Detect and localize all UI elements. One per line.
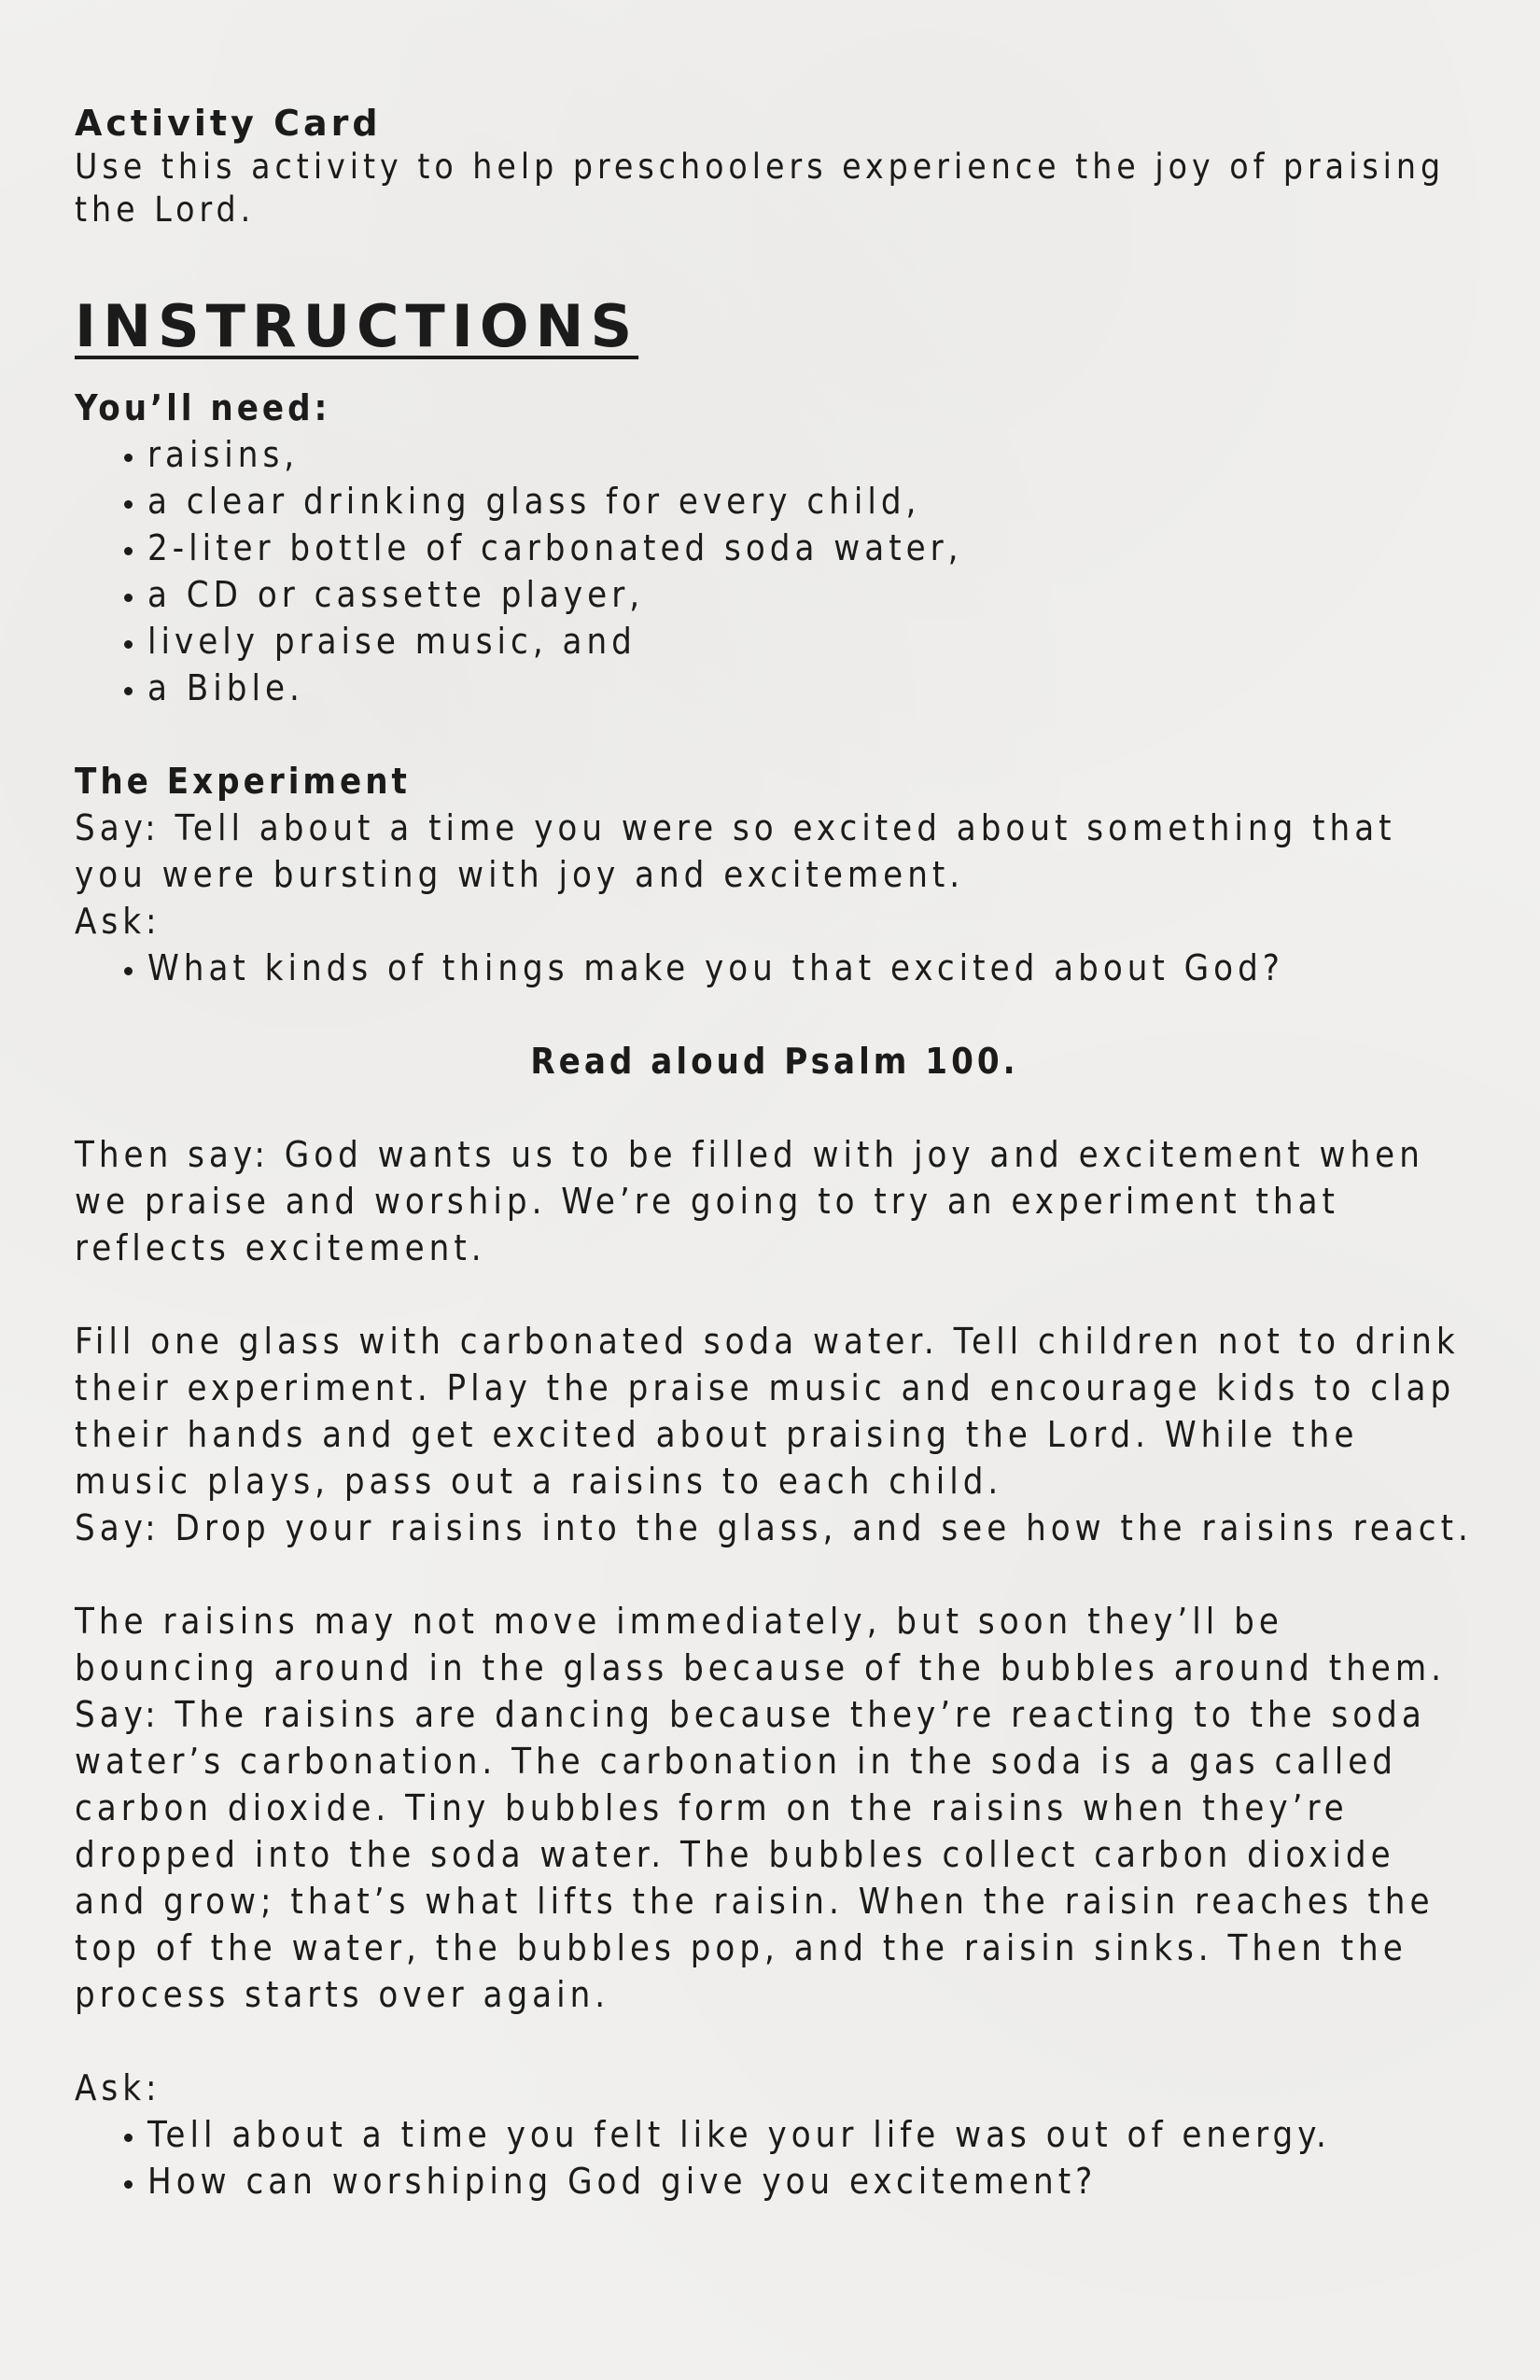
say-dancing-paragraph: Say: The raisins are dancing because they’re reacting to the soda water’s carbonation. The carbonation in the soda is a gas called carbon dioxide. Tiny bubbles form on the raisins when they’re dropped into the soda water. The bubbles collect carbon dioxide and grow; that’s what lifts the raisin. When the raisin reaches the top of the water, the bubbles pop, and the raisin sinks. Then the process starts over again. [75, 1694, 1435, 2015]
needs-item: • lively praise music, and [147, 618, 1475, 665]
say-drop-paragraph: Say: Drop your raisins into the glass, and see how the raisins react. [75, 1507, 1473, 1548]
card-intro: Use this activity to help preschoolers experience the joy of praising the Lord. [75, 147, 1446, 230]
ask-item: • What kinds of things make you that excited about God? [147, 945, 1475, 991]
ask-list-2 [75, 2111, 1475, 2205]
ask-item: • Tell about a time you felt like your life was out of energy. [147, 2111, 1475, 2158]
read-aloud-line: Read aloud Psalm 100. [530, 1041, 1019, 1082]
needs-item: • 2-liter bottle of carbonated soda water, [147, 525, 1475, 571]
then-say-paragraph: Then say: God wants us to be filled with joy and excitement when we praise and worship. We’re going to try an experiment that reflects excitement. [75, 1134, 1424, 1268]
ask-list [75, 945, 1475, 991]
ask-label-2: Ask: [75, 2067, 161, 2108]
needs-item: • a clear drinking glass for every child, [147, 478, 1475, 525]
raisins-paragraph: The raisins may not move immediately, but soon they’ll be bouncing around in the glass because of the bubbles around them. [75, 1601, 1446, 1688]
ask-item: • How can worshiping God give you excitement? [147, 2158, 1475, 2205]
needs-heading: You’ll need: [75, 387, 331, 428]
activity-card-page [75, 101, 1475, 2205]
needs-item: • a Bible. [147, 665, 1475, 711]
ask-label: Ask: [75, 901, 161, 942]
instructions-title: INSTRUCTIONS [75, 292, 639, 360]
needs-item: • a CD or cassette player, [147, 571, 1475, 618]
say-paragraph: Say: Tell about a time you were so excited about something that you were bursting with joy and excitement. [75, 807, 1396, 895]
needs-item: • raisins, [147, 431, 1475, 478]
needs-list [75, 431, 1475, 711]
fill-paragraph: Fill one glass with carbonated soda water. Tell children not to drink their experiment. Play the praise music and encourage kids to clap their hands and get excited about praising the Lord. While the music plays, pass out a raisins to each child. [75, 1321, 1460, 1502]
experiment-heading: The Experiment [75, 761, 411, 802]
card-label: Activity Card [75, 103, 382, 144]
